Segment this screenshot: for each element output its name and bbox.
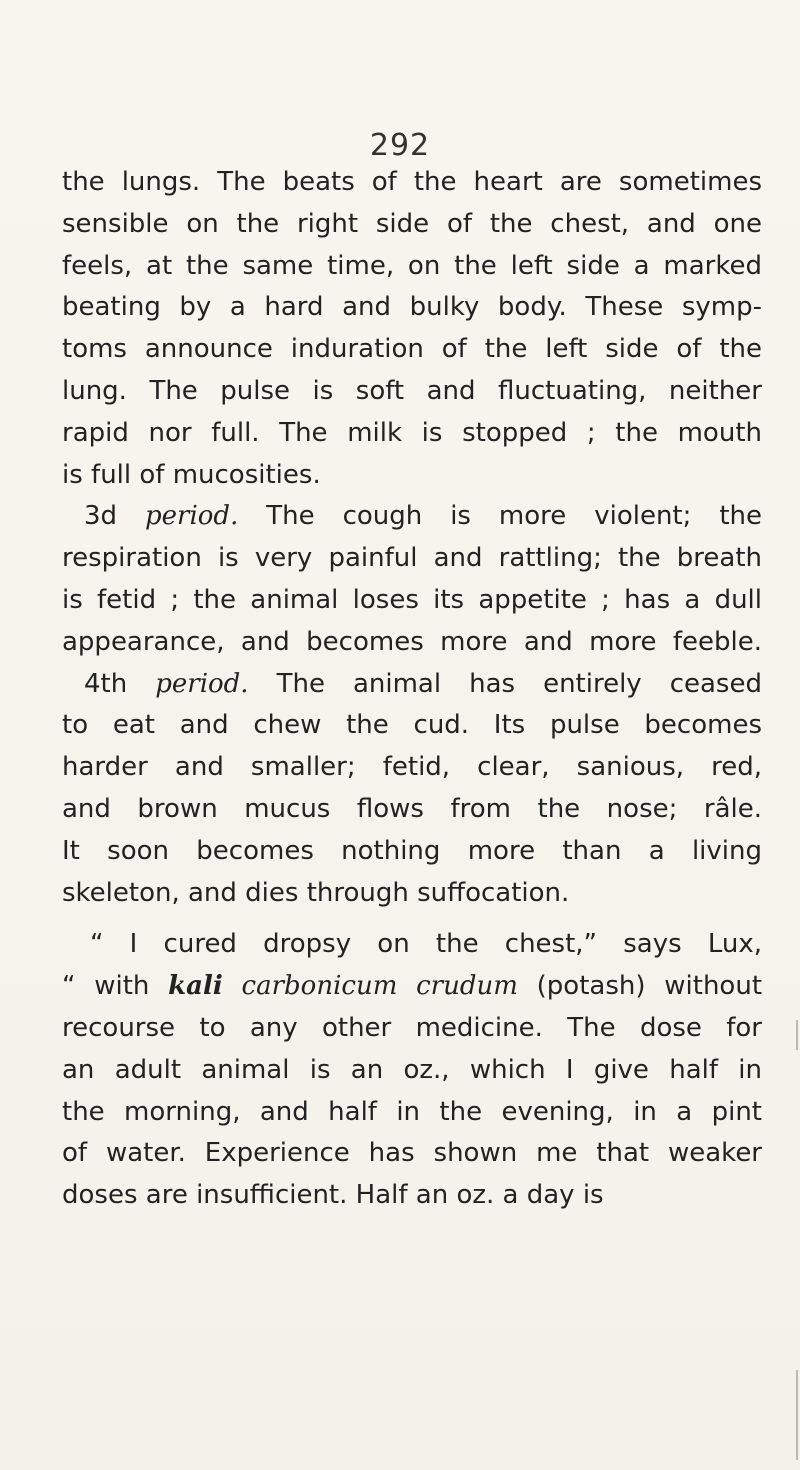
text-line: sensible on the right side of the chest, and one [62,208,762,239]
italic-term: period. [155,668,249,699]
text-line: of water. Experience has shown me that weaker [62,1138,762,1169]
italic-term: carbonicum crudum [241,971,518,1002]
text-line: and brown mucus flows from the nose; râle. [62,793,762,824]
text-line: the morning, and half in the evening, in a pint [62,1096,762,1127]
text-line: toms announce induration of the left side of the [62,334,762,365]
text-line: appearance, and becomes more and more feeble. [62,626,762,657]
text-span: (potash) without [517,971,762,1002]
italic-term: period. [145,501,239,532]
text-line: respiration is very painful and rattling; the breath [62,543,762,574]
text-line: to eat and chew the cud. Its pulse becomes [62,710,762,741]
text-line [62,966,762,1008]
text-span: 4th [84,668,156,699]
text-line: is full of mucosities. [62,459,321,490]
page-number: 292 [369,128,431,163]
text-line: recourse to any other medicine. The dose for [62,1012,762,1043]
text-span: The cough is more violent; the [238,501,762,532]
text-line: harder and smaller; fetid, clear, sanious, red, [62,752,762,783]
text-span: “ with [62,971,169,1002]
text-line: rapid nor full. The milk is stopped ; the mouth [62,417,762,448]
text-line: beating by a hard and bulky body. These symp- [62,292,762,323]
text-line: an adult animal is an oz., which I give half in [62,1054,762,1085]
text-line: the lungs. The beats of the heart are sometimes [62,167,762,197]
body-text [62,162,762,1217]
text-line: feels, at the same time, on the left side a marked [62,250,762,281]
text-line: skeleton, and dies through suffocation. [62,877,570,908]
text-line: It soon becomes nothing more than a living [62,835,762,866]
page-edge-mark [796,1020,798,1050]
quote-start-line: “ I cured dropsy on the chest,” says Lux, [90,929,762,960]
text-line: is fetid ; the animal loses its appetite ; has a dull [62,584,762,615]
text-span: The animal has entirely ceased [248,668,762,699]
period-4-heading-line [62,664,762,706]
bold-italic-term: kali [168,971,223,1002]
text-span [223,971,242,1001]
period-3-heading-line [62,496,762,538]
text-span: 3d [84,501,145,532]
text-line: doses are insufficient. Half an oz. a day is [62,1180,604,1211]
text-line: lung. The pulse is soft and fluctuating, neither [62,375,762,406]
page-edge-mark [796,1370,798,1460]
